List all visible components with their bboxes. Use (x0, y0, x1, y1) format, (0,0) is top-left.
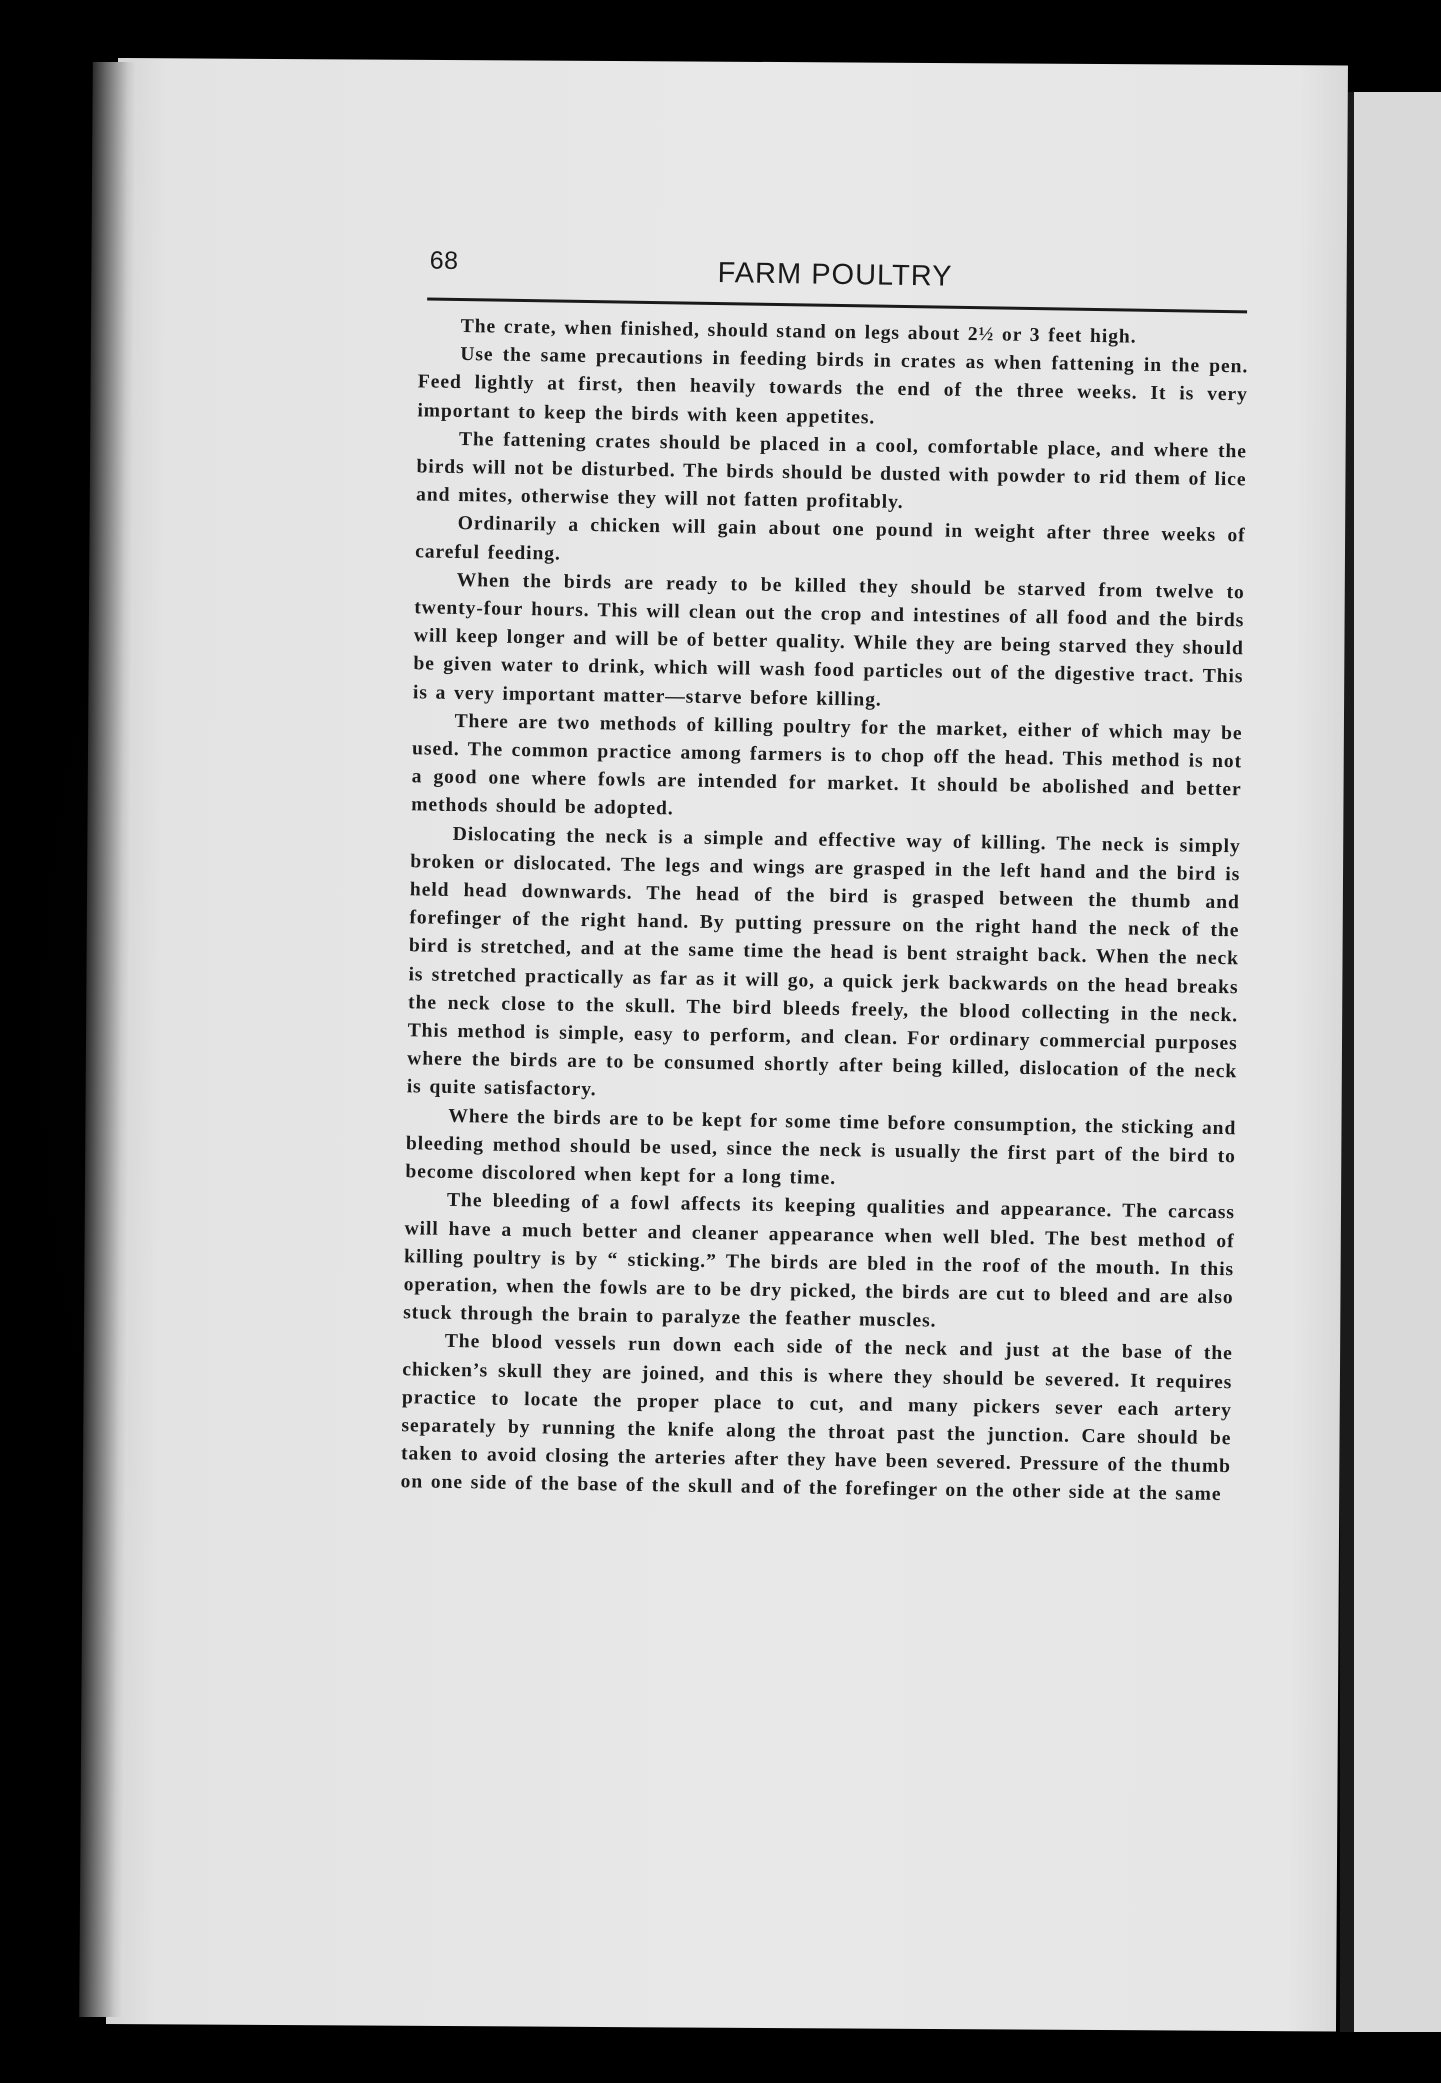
paragraph: Use the same precautions in feeding birds in crates as when fattening in the pen. Feed lightly at first, then heavily towards the end of the three weeks. It is very important to keep the birds with keen appetites. (417, 344, 1249, 429)
paragraph: Where the birds are to be kept for some time before consumption, the sticking and bleeding method should be used, since the neck is usually the first part of the bird to become discolored when kept for a long time. (405, 1105, 1237, 1190)
paragraph: When the birds are ready to be killed they should be starved from twelve to twenty-four hours. This will clean out the crop and intestines of all food and the birds will keep longer and will be of better quality. While they are being starved they should be given water to drink, which will wash food particles out of the digestive tract. This is a very important matter—starve before killing. (412, 569, 1245, 711)
paragraph: Ordinarily a chicken will gain about one pound in weight after three weeks of careful feeding. (415, 513, 1246, 565)
running-title: FARM POULTRY (717, 257, 953, 293)
paragraph: The crate, when finished, should stand on legs about 2½ or 3 feet high. (460, 315, 1137, 348)
body-text (400, 312, 1249, 1509)
paragraph: The fattening crates should be placed in a cool, comfortable place, and where the birds will not be disturbed. The birds should be dusted with powder to rid them of lice and mites, otherwise they will not fatten profitably. (415, 428, 1248, 514)
paragraph: There are two methods of killing poultry for the market, either of which may be used. The common practice among farmers is to chop off the head. This method is not a good one where fowls are intended for market. It should be abolished and better methods should be adopted. (411, 710, 1243, 820)
paragraph: The bleeding of a fowl affects its keeping qualities and appearance. The carcass will have a much better and cleaner appearance when well bled. The best method of killing poultry is by “ sticking.” The birds are bled in the roof of the mouth. In this operation, when the fowls are to be dry picked, the birds are cut to bleed and are also stuck through the brain to paralyze the feather muscles. (403, 1190, 1236, 1332)
adjacent-page-edge (1352, 92, 1441, 2032)
page-number: 68 (429, 246, 459, 275)
paragraph: Dislocating the neck is a simple and effective way of killing. The neck is simply broken or dislocated. The legs and wings are grasped in the left hand and the bird is held head downwards. The head of the bird is grasped between the thumb and forefinger of the right hand. By putting pressure on the right hand the neck of the bird is stretched, and at the same time the head is bent straight back. When the neck is stretched practically as far as it will go, a quick jerk backwards on the head breaks the neck close to the skull. The bird bleeds freely, the blood collecting in the neck. This method is simple, easy to perform, and clean. For ordinary commercial purposes where the birds are to be consumed shortly after being killed, dislocation of the neck is quite satisfactory. (406, 823, 1241, 1101)
paragraph: The blood vessels run down each side of the neck and just at the base of the chicken’s skull they are joined, and this is where they should be severed. It requires practice to locate the proper place to cut, and many pickers sever each artery separately by running the knife along the throat past the junction. Care should be taken to avoid closing the arteries after they have been severed. Pressure of the thumb on one side of the base of the skull and of the forefinger on the other side at the same (400, 1331, 1233, 1506)
